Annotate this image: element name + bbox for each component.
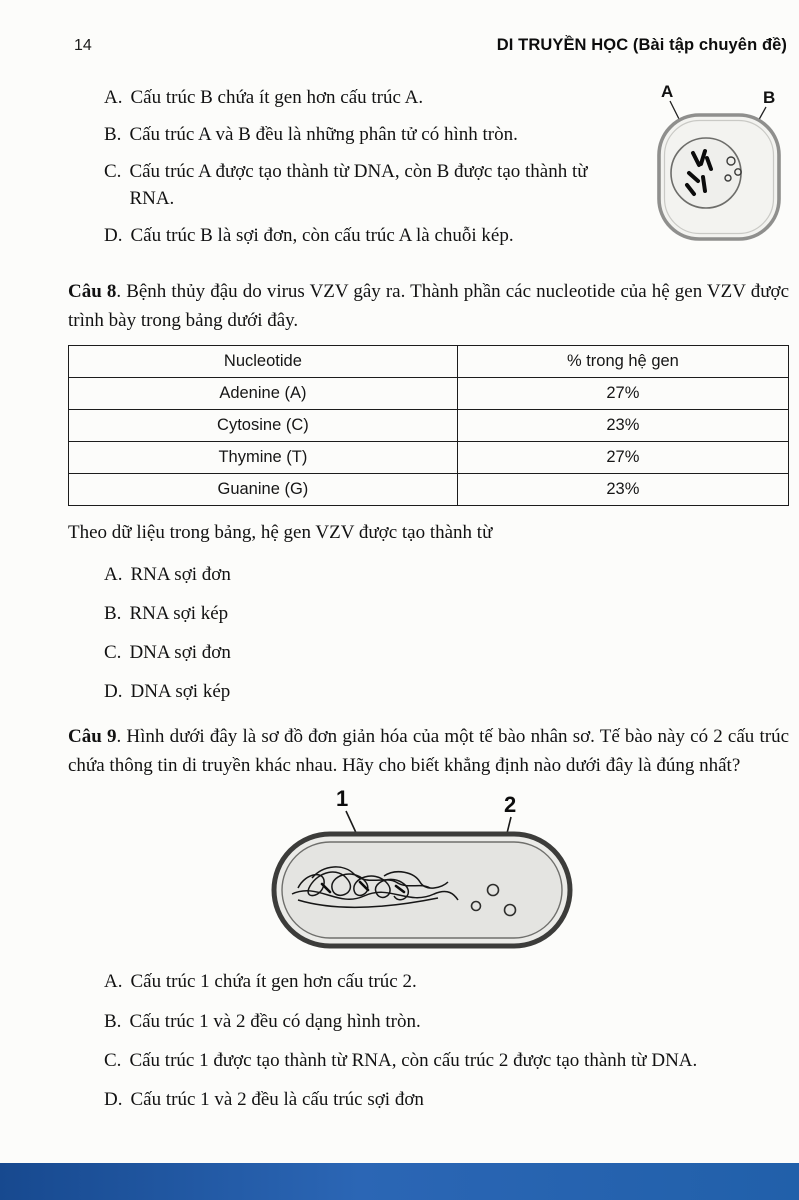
cell-nucleotide: Cytosine (C) [69, 410, 458, 442]
question-8-followup: Theo dữ liệu trong bảng, hệ gen VZV được tạo thành từ [68, 522, 493, 544]
option-text: RNA sợi đơn [130, 563, 231, 585]
cell-percent: 23% [457, 474, 788, 506]
option-label: C. [104, 1049, 122, 1071]
figure-label-2: 2 [503, 792, 516, 818]
q7-option-b [104, 122, 633, 148]
cell-nucleotide: Guanine (G) [69, 474, 458, 506]
eukaryote-cell-illustration [651, 79, 789, 251]
option-text: Cấu trúc B chứa ít gen hơn cấu trúc A. [130, 87, 424, 108]
option-label: B. [104, 602, 122, 624]
option-text: Cấu trúc 1 chứa ít gen hơn cấu trúc 2. [130, 971, 417, 993]
question-8-text: . Bệnh thủy đậu do virus VZV gây ra. Thành phần các nucleotide của hệ gen VZV được trình bày trong bảng dưới đây. [68, 281, 789, 331]
table-row [69, 378, 789, 410]
q7-option-a [104, 85, 633, 111]
option-text: Cấu trúc B là sợi đơn, còn cấu trúc A là chuỗi kép. [130, 224, 514, 246]
table-row [69, 410, 789, 442]
cell-label-a: A [661, 82, 674, 101]
option-label: D. [104, 681, 123, 703]
footer-blue-band [0, 1163, 799, 1200]
option-text: Cấu trúc 1 được tạo thành từ RNA, còn cấu trúc 2 được tạo thành từ DNA. [129, 1049, 698, 1071]
q8-option-b [104, 601, 789, 627]
header-nucleotide: Nucleotide [69, 346, 458, 378]
figure-label-1: 1 [335, 786, 348, 812]
q9-option-d [104, 1087, 789, 1113]
option-text: Cấu trúc A và B đều là những phân tử có hình tròn. [129, 124, 518, 146]
cell-nucleotide: Thymine (T) [69, 442, 458, 474]
prokaryote-cell-illustration [264, 784, 594, 956]
q8-option-d [104, 679, 789, 705]
table-row [69, 442, 789, 474]
page-header [0, 0, 799, 55]
table-row [69, 474, 789, 506]
option-text: RNA sợi kép [129, 602, 229, 624]
cell-percent: 27% [457, 442, 788, 474]
eukaryote-cell-figure [651, 79, 789, 256]
option-label: D. [104, 224, 123, 246]
q7-option-c [104, 159, 633, 211]
q9-option-b [104, 1009, 789, 1035]
option-label: B. [104, 1010, 122, 1032]
q7-option-d [104, 223, 633, 249]
question-9-label: Câu 9 [68, 726, 117, 748]
question-9-options [104, 969, 789, 1113]
option-text: DNA sợi đơn [129, 642, 231, 664]
option-text: Cấu trúc A được tạo thành từ DNA, còn B được tạo thành từ RNA. [129, 161, 588, 209]
page-title: DI TRUYỀN HỌC (Bài tập chuyên đề) [496, 36, 787, 54]
question-8-options [104, 562, 789, 706]
nucleotide-table [68, 345, 789, 506]
q9-option-c [104, 1048, 789, 1074]
header-percent: % trong hệ gen [457, 346, 788, 378]
option-text: Cấu trúc 1 và 2 đều là cấu trúc sợi đơn [130, 1089, 424, 1111]
option-label: D. [104, 1089, 123, 1111]
option-label: A. [104, 87, 123, 108]
prokaryote-cell-figure [68, 784, 789, 961]
option-label: A. [104, 971, 123, 993]
question-8-label: Câu 8 [68, 281, 117, 303]
option-text: DNA sợi kép [130, 681, 231, 703]
question-7-options [68, 79, 651, 260]
option-label: B. [104, 124, 122, 146]
option-label: A. [104, 563, 123, 585]
option-text: Cấu trúc 1 và 2 đều có dạng hình tròn. [129, 1010, 421, 1032]
q8-option-a [104, 562, 789, 588]
cell-nucleotide: Adenine (A) [69, 378, 458, 410]
page-number: 14 [74, 37, 92, 54]
option-label: C. [104, 161, 122, 183]
nucleus [671, 138, 741, 208]
q8-option-c [104, 640, 789, 666]
cell-label-b: B [763, 88, 776, 107]
question-7-section [68, 79, 789, 260]
q9-option-a [104, 969, 789, 995]
cell-percent: 23% [457, 410, 788, 442]
page-content [0, 55, 799, 1113]
option-label: C. [104, 642, 122, 664]
cell-percent: 27% [457, 378, 788, 410]
question-9-intro [68, 723, 789, 780]
question-8-intro [68, 278, 789, 335]
question-9-text: . Hình dưới đây là sơ đồ đơn giản hóa của một tế bào nhân sơ. Tế bào này có 2 cấu trúc chứa thông tin di truyền khác nhau. Hãy cho biết khẳng định nào dưới đây là đúng nhất? [68, 726, 789, 776]
table-header-row [69, 346, 789, 378]
cell-membrane [282, 842, 562, 938]
